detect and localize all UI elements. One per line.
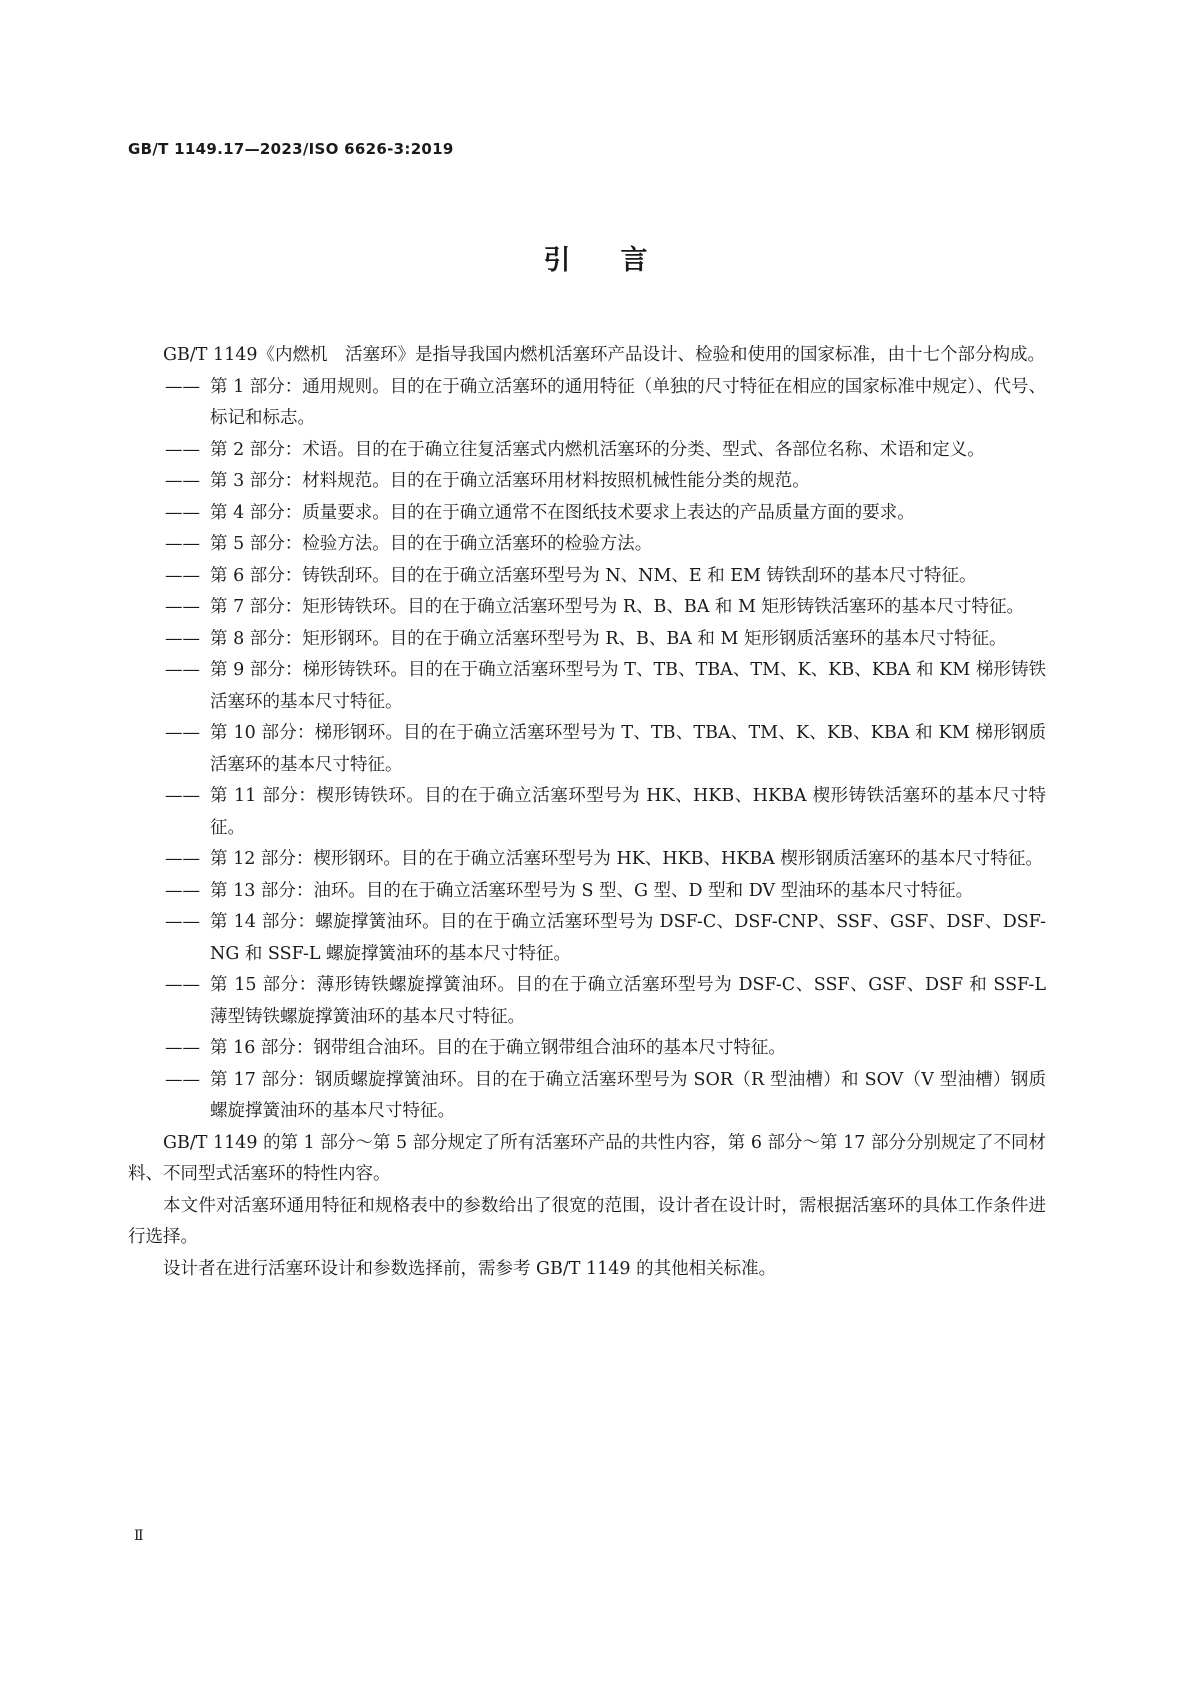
page-title: 引言 (543, 245, 698, 276)
list-dash: —— (165, 912, 200, 932)
list-item (128, 529, 1046, 561)
list-item (128, 844, 1046, 876)
closing-paragraph: 本文件对活塞环通用特征和规格表中的参数给出了很宽的范围，设计者在设计时，需根据活塞环的具体工作条件进行选择。 (128, 1195, 1046, 1247)
list-item-text: 第 7 部分：矩形铸铁环。目的在于确立活塞环型号为 R、B、BA 和 M 矩形铸铁活塞环的基本尺寸特征。 (210, 597, 1024, 617)
list-item (128, 498, 1046, 530)
closing-paragraph: 设计者在进行活塞环设计和参数选择前，需参考 GB/T 1149 的其他相关标准。 (163, 1258, 777, 1279)
list-dash: —— (165, 439, 200, 460)
document-code: GB/T 1149.17—2023/ISO 6626-3:2019 (128, 140, 454, 158)
list-dash: —— (165, 502, 200, 523)
list-item (128, 1065, 1046, 1128)
parts-list (128, 372, 1046, 1128)
list-item-text: 第 12 部分：楔形钢环。目的在于确立活塞环型号为 HK、HKB、HKBA 楔形钢质活塞环的基本尺寸特征。 (210, 849, 1043, 869)
list-dash: —— (165, 975, 200, 995)
list-item-text: 第 13 部分：油环。目的在于确立活塞环型号为 S 型、G 型、D 型和 DV 型油环的基本尺寸特征。 (210, 880, 974, 901)
list-item-text: 第 14 部分：螺旋撑簧油环。目的在于确立活塞环型号为 DSF-C、DSF-CNP、SSF、GSF、DSF、DSF-NG 和 SSF-L 螺旋撑簧油环的基本尺寸特征。 (210, 912, 1046, 964)
list-item-text: 第 9 部分：梯形铸铁环。目的在于确立活塞环型号为 T、TB、TBA、TM、K、KB、KBA 和 KM 梯形铸铁活塞环的基本尺寸特征。 (210, 660, 1046, 712)
list-item (128, 435, 1046, 467)
list-item-text: 第 6 部分：铸铁刮环。目的在于确立活塞环型号为 N、NM、E 和 EM 铸铁刮环的基本尺寸特征。 (210, 565, 977, 586)
list-item (128, 907, 1046, 970)
list-dash: —— (165, 660, 200, 680)
list-item (128, 372, 1046, 435)
list-item (128, 466, 1046, 498)
list-item (128, 876, 1046, 908)
list-item (128, 561, 1046, 593)
list-item (128, 655, 1046, 718)
list-dash: —— (165, 880, 200, 901)
list-dash: —— (165, 849, 200, 869)
list-dash: —— (165, 786, 200, 806)
list-item-text: 第 1 部分：通用规则。目的在于确立活塞环的通用特征（单独的尺寸特征在相应的国家标准中规定）、代号、标记和标志。 (210, 376, 1047, 428)
list-item-text: 第 2 部分：术语。目的在于确立往复活塞式内燃机活塞环的分类、型式、各部位名称、术语和定义。 (210, 439, 985, 460)
list-item (128, 592, 1046, 624)
list-dash: —— (165, 534, 200, 554)
list-item-text: 第 3 部分：材料规范。目的在于确立活塞环用材料按照机械性能分类的规范。 (210, 471, 810, 491)
closing-paragraph: GB/T 1149 的第 1 部分～第 5 部分规定了所有活塞环产品的共性内容，第 6 部分～第 17 部分分别规定了不同材料、不同型式活塞环的特性内容。 (128, 1132, 1046, 1184)
list-dash: —— (165, 628, 200, 649)
list-item (128, 781, 1046, 844)
list-item (128, 624, 1046, 656)
list-item-text: 第 5 部分：检验方法。目的在于确立活塞环的检验方法。 (210, 534, 653, 554)
list-item-text: 第 10 部分：梯形钢环。目的在于确立活塞环型号为 T、TB、TBA、TM、K、KB、KBA 和 KM 梯形钢质活塞环的基本尺寸特征。 (210, 723, 1046, 775)
list-item-text: 第 17 部分：钢质螺旋撑簧油环。目的在于确立活塞环型号为 SOR（R 型油槽）和 SOV（V 型油槽）钢质螺旋撑簧油环的基本尺寸特征。 (210, 1069, 1046, 1121)
list-dash: —— (165, 565, 200, 586)
list-dash: —— (165, 1038, 200, 1058)
list-dash: —— (165, 723, 200, 743)
list-item-text: 第 15 部分：薄形铸铁螺旋撑簧油环。目的在于确立活塞环型号为 DSF-C、SSF、GSF、DSF 和 SSF-L 薄型铸铁螺旋撑簧油环的基本尺寸特征。 (210, 975, 1046, 1027)
list-item-text: 第 4 部分：质量要求。目的在于确立通常不在图纸技术要求上表达的产品质量方面的要求。 (210, 502, 915, 523)
main-content (128, 340, 1046, 1285)
list-item (128, 718, 1046, 781)
list-dash: —— (165, 1069, 200, 1090)
list-item-text: 第 11 部分：楔形铸铁环。目的在于确立活塞环型号为 HK、HKB、HKBA 楔形铸铁活塞环的基本尺寸特征。 (210, 786, 1046, 838)
list-dash: —— (165, 597, 200, 617)
list-item-text: 第 8 部分：矩形钢环。目的在于确立活塞环型号为 R、B、BA 和 M 矩形钢质活塞环的基本尺寸特征。 (210, 628, 1007, 649)
list-dash: —— (165, 376, 200, 397)
list-item (128, 970, 1046, 1033)
list-item-text: 第 16 部分：钢带组合油环。目的在于确立钢带组合油环的基本尺寸特征。 (210, 1038, 786, 1058)
list-dash: —— (165, 471, 200, 491)
page-number: Ⅱ (134, 1528, 144, 1544)
list-item (128, 1033, 1046, 1065)
intro-paragraph: GB/T 1149《内燃机 活塞环》是指导我国内燃机活塞环产品设计、检验和使用的国家标准，由十七个部分构成。 (163, 345, 1046, 365)
